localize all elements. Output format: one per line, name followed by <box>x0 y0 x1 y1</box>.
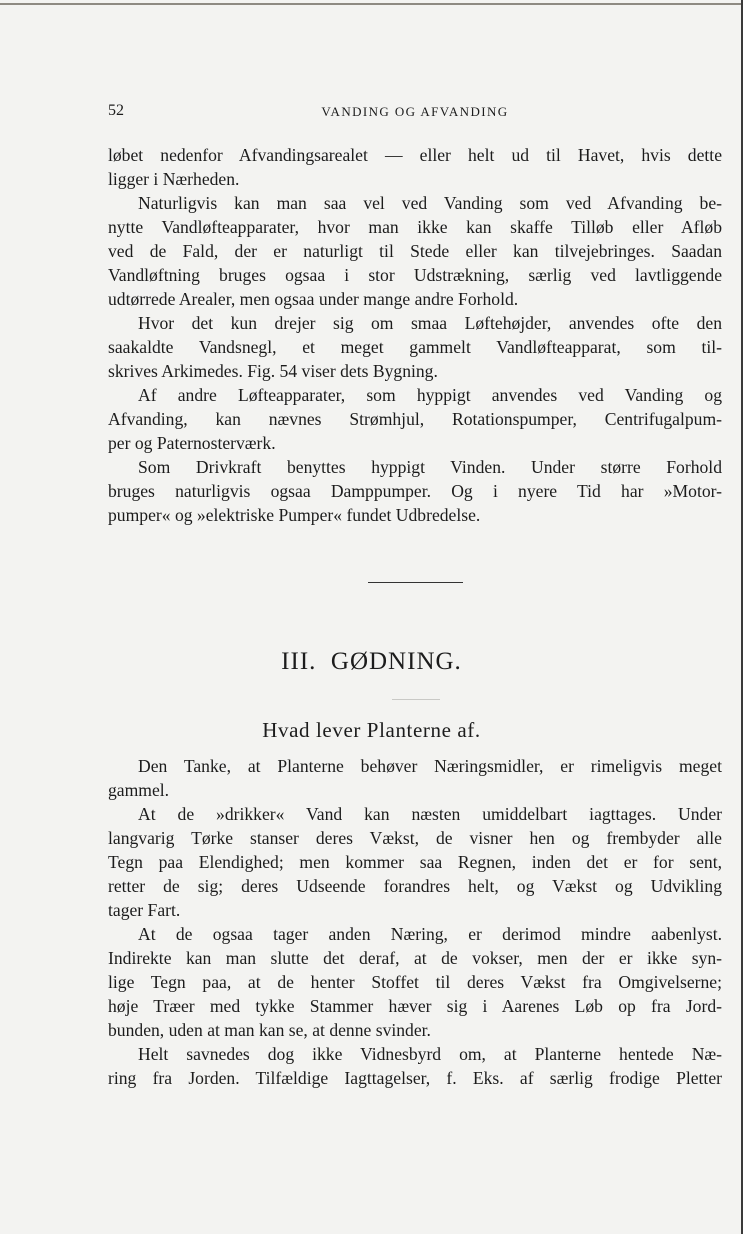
text-line: retter de sig; deres Udseende forandres helt, og Vækst og Udvikling <box>108 876 722 896</box>
chapter-underline-rule <box>392 699 440 700</box>
running-head <box>108 102 722 124</box>
text-line: lige Tegn paa, at de henter Stoffet til deres Vækst fra Omgivelserne; <box>108 972 722 992</box>
text-line: Vandløftning bruges ogsaa i stor Udstrækning, særlig ved lavtliggende <box>108 265 722 285</box>
text-line: Som Drivkraft benyttes hyppigt Vinden. Under større Forhold <box>138 457 722 477</box>
page-number: 52 <box>108 102 124 119</box>
text-line: nytte Vandløfteapparater, hvor man ikke kan skaffe Tilløb eller Afløb <box>108 217 722 237</box>
text-line: At de ogsaa tager anden Næring, er derimod mindre aabenlyst. <box>138 924 722 944</box>
text-line: gammel. <box>108 780 170 800</box>
text-line: Indirekte kan man slutte det deraf, at de vokser, men der er ikke syn- <box>108 948 722 968</box>
section-vanding-text <box>108 143 722 527</box>
text-line: saakaldte Vandsnegl, et meget gammelt Vandløfteapparat, som til- <box>108 337 722 357</box>
section-divider-rule <box>368 582 463 583</box>
text-line: tager Fart. <box>108 900 181 920</box>
text-line: skrives Arkimedes. Fig. 54 viser dets Bygning. <box>108 361 438 381</box>
text-line: Afvanding, kan nævnes Strømhjul, Rotationspumper, Centrifugalpum- <box>108 409 722 429</box>
text-line: ved de Fald, der er naturligt til Stede eller kan tilvejebringes. Saadan <box>108 241 722 261</box>
text-line: høje Træer med tykke Stammer hæver sig i Aarenes Løb op fra Jord- <box>108 996 722 1016</box>
text-line: ring fra Jorden. Tilfældige Iagttagelser, f. Eks. af særlig frodige Pletter <box>108 1068 722 1088</box>
text-line: bunden, uden at man kan se, at denne svinder. <box>108 1020 431 1040</box>
section-godning-text <box>108 754 722 1090</box>
text-line: ligger i Nærheden. <box>108 169 240 189</box>
text-line: Hvor det kun drejer sig om smaa Løftehøjder, anvendes ofte den <box>138 313 722 333</box>
text-line: løbet nedenfor Afvandingsarealet — eller helt ud til Havet, hvis dette <box>108 145 722 165</box>
text-line: Den Tanke, at Planterne behøver Næringsmidler, er rimeligvis meget <box>138 756 722 776</box>
chapter-title: III. GØDNING. <box>281 648 462 675</box>
section-title: Hvad lever Planterne af. <box>262 718 481 742</box>
text-line: pumper« og »elektriske Pumper« fundet Udbredelse. <box>108 505 481 525</box>
text-line: bruges naturligvis ogsaa Damppumper. Og i nyere Tid har »Motor- <box>108 481 722 501</box>
text-line: Naturligvis kan man saa vel ved Vanding som ved Afvanding be- <box>138 193 722 213</box>
page-top-edge <box>0 3 743 5</box>
text-line: Af andre Løfteapparater, som hyppigt anvendes ved Vanding og <box>138 385 722 405</box>
text-line: langvarig Tørke stanser deres Vækst, de visner hen og frembyder alle <box>108 828 722 848</box>
text-line: At de »drikker« Vand kan næsten umiddelbart iagttages. Under <box>138 804 722 824</box>
text-line: per og Paternosterværk. <box>108 433 276 453</box>
text-line: Tegn paa Elendighed; men kommer saa Regnen, inden det er for sent, <box>108 852 722 872</box>
text-line: udtørrede Arealer, men ogsaa under mange andre Forhold. <box>108 289 519 309</box>
text-line: Helt savnedes dog ikke Vidnesbyrd om, at Planterne hentede Næ- <box>138 1044 722 1064</box>
running-title: VANDING OG AFVANDING <box>321 104 509 119</box>
